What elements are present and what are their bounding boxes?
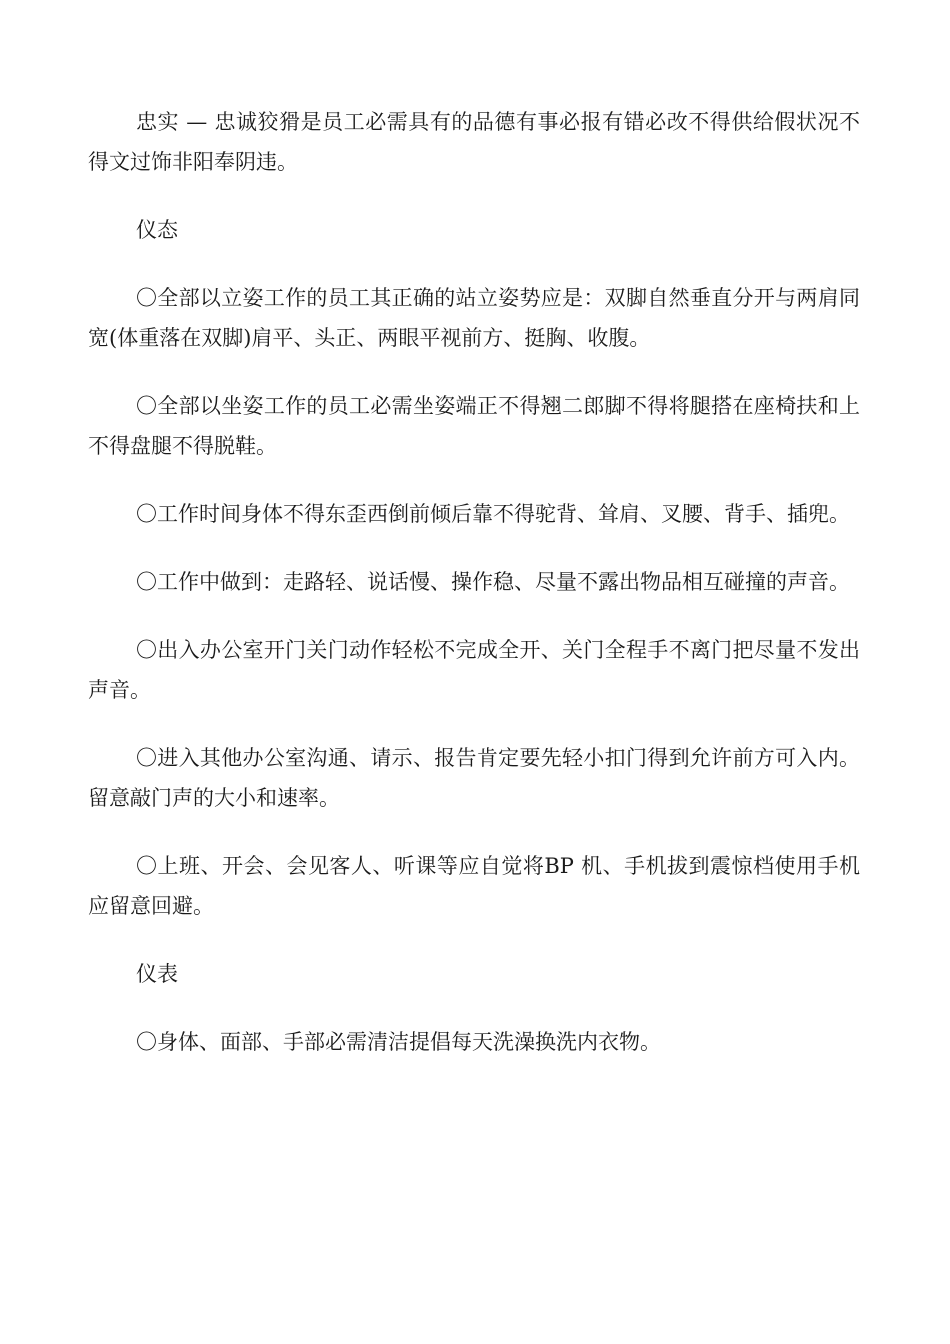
paragraph-body-posture: 〇工作时间身体不得东歪西倒前倾后靠不得驼背、耸肩、叉腰、背手、插兜。	[136, 502, 850, 526]
paragraph-door-handling: 〇出入办公室开门关门动作轻松不完成全开、关门全程手不离门把尽量不发出声音。	[88, 638, 860, 702]
paragraph-knocking: 〇进入其他办公室沟通、请示、报告肯定要先轻小扣门得到允许前方可入内。留意敲门声的大小和速率。	[88, 746, 860, 810]
paragraph-work-conduct: 〇工作中做到：走路轻、说话慢、操作稳、尽量不露出物品相互碰撞的声音。	[136, 570, 850, 594]
paragraph-hygiene: 〇身体、面部、手部必需清洁提倡每天洗澡换洗内衣物。	[136, 1030, 661, 1054]
document-body	[88, 102, 860, 1090]
paragraph-loyalty: 忠实 — 忠诚狡猾是员工必需具有的品德有事必报有错必改不得供给假状况不得文过饰非阳奉阴违。	[88, 110, 860, 174]
paragraph-sitting-posture: 〇全部以坐姿工作的员工必需坐姿端正不得翘二郎脚不得将腿搭在座椅扶和上不得盘腿不得脱鞋。	[88, 394, 860, 458]
paragraph-standing-posture: 〇全部以立姿工作的员工其正确的站立姿势应是：双脚自然垂直分开与两肩同宽(体重落在双脚)肩平、头正、两眼平视前方、挺胸、收腹。	[88, 286, 860, 350]
paragraph-phone-usage: 〇上班、开会、会见客人、听课等应自觉将BP 机、手机拔到震惊档使用手机应留意回避。	[88, 854, 860, 918]
section-heading-appearance: 仪表	[136, 962, 178, 986]
section-heading-demeanor: 仪态	[136, 218, 178, 242]
